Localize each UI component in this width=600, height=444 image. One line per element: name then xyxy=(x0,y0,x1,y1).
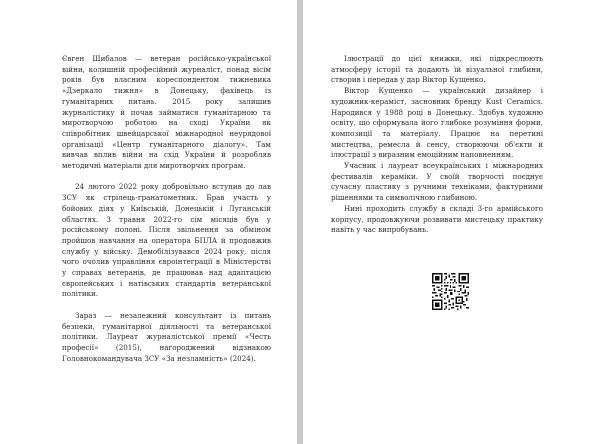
qr-code-icon[interactable] xyxy=(432,273,469,310)
author-bio-paragraph: Євген Шибалов — ветеран російсько-української війни, колишній професійний журналіст, понад вісім років був власним кореспондентом тижневика «Дзеркало тижня» в Донецьку, фахівець із гуманітарних питань. 2015 року залишив журналістику й почав займатися гуманітарною та миротворчою роботою на сході України як співробітник швейцарської міжнародної неурядової організації «Центр гуманітарного діалогу». Там вивчав вплив війни на схід України й розробляв методичні матеріали для миротворчих програм. xyxy=(62,54,271,171)
illustrator-bio-paragraph: Віктор Кущенко — український дизайнер і художник-кераміст, засновник бренду Kust Ceramics. Народився у 1988 році в Донецьку. Здобув художню освіту, що сформувала його глибоке розуміння форми, композиції та матеріалу. Працює на перетині мистецтва, ремесла й сенсу, створюючи об'єкти й ілюстрації з виразним емоційним наповненням. xyxy=(331,86,543,160)
author-service-paragraph: 24 лютого 2022 року добровільно вступив до лав ЗСУ як стрілець-гранатометник. Брав участь у бойових діях у Київській, Донецькій і Луганській областях. З травня 2022-го сім місяців був у російському полоні. Після звільнення за обміном пройшов навчання на оператора БПЛА й продовжив службу у війську. Демобілізувався 2024 року, після чого очолив управління євроінтеграції в Міністерстві у справах ветеранів, де працював над адаптацією європейських і натівських стандартів ветеранської політики. xyxy=(62,182,271,299)
illustrations-paragraph: Ілюстрації до цієї книжки, які підкреслюють атмосферу історії та додають їй візуальної глибини, створив і передав у дар Віктор Кущенко. xyxy=(331,54,543,85)
author-current-paragraph: Зараз — незалежний консультант із питань безпеки, гуманітарної діяльності та ветеранської політики. Лауреат журналістської премії «Честь професії» (2015), нагороджений відзнакою Головнокомандувача ЗСУ «За незламність» (2024). xyxy=(62,310,271,363)
right-page-text xyxy=(331,54,543,236)
left-page xyxy=(0,0,297,444)
left-page-text xyxy=(62,54,271,364)
illustrator-festivals-paragraph: Учасник і лауреат всеукраїнських і міжнародних фестивалів кераміки. У своїй творчості поєднує сучасну пластику з ручними техніками, фактурними рішеннями та символічною глибиною. xyxy=(331,161,543,203)
illustrator-service-paragraph: Нині проходить службу в складі 3-го армійського корпусу, продовжуючи розвивати мистецьку практику навіть у час випробувань. xyxy=(331,203,543,235)
right-page xyxy=(303,0,600,444)
